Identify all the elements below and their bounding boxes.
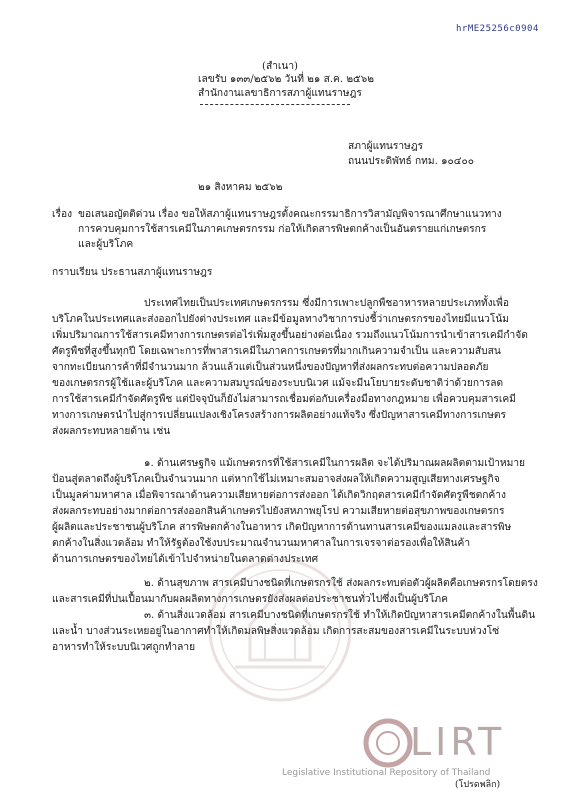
document-date: ๒๑ สิงหาคม ๒๕๖๒: [198, 182, 283, 193]
office-name: สำนักงานเลขาธิการสภาผู้แทนราษฎร: [198, 88, 362, 99]
body-line: เพิ่มปริมาณการใช้สารเคมีทางการเกษตรต่อไร่เพิ่มสูงขึ้นอย่างต่อเนื่อง รวมถึงแนวโน้มการนำเข้าสารเคมีกำจัด: [52, 330, 528, 341]
item-2-line: ๒. ด้านสุขภาพ สารเคมีบางชนิดที่เกษตรกรใช้ ส่งผลกระทบต่อตัวผู้ผลิตคือเกษตรกรโดยตรง: [144, 578, 538, 589]
item-3-line: ๓. ด้านสิ่งแวดล้อม สารเคมีบางชนิดที่เกษตรกรใช้ ทำให้เกิดปัญหาสารเคมีตกค้างในพื้นดิน: [144, 610, 536, 621]
salutation: กราบเรียน ประธานสภาผู้แทนราษฎร: [52, 267, 213, 278]
item-1-line: เป็นมูลค่ามหาศาล เมื่อพิจารณาด้านความเสียหายต่อการส่งออก ได้เกิดวิกฤตสารเคมีกำจัดศัตรูพืชตกค้าง: [52, 490, 506, 501]
subject-line: การควบคุมการใช้สารเคมีในภาคเกษตรกรรม ก่อให้เกิดสารพิษตกค้างเป็นอันตรายแก่เกษตรกร: [78, 224, 487, 235]
body-line: บริโภคในประเทศและส่งออกไปยังต่างประเทศ และมีข้อมูลทางวิชาการบ่งชี้ว่าเกษตรกรของไทยมีแนวโน้ม: [52, 314, 510, 325]
item-1-line: ผู้ผลิตและประชาชนผู้บริโภค สารพิษตกค้างในอาหาร เกิดปัญหาการต้านทานสารเคมีของแมลงและสารพิษ: [52, 522, 512, 533]
item-1-line: ตกค้างในสิ่งแวดล้อม ทำให้รัฐต้องใช้งบประมาณจำนวนมหาศาลในการเจรจาต่อรองเพื่อให้สินค้า: [52, 538, 471, 549]
handwritten-stamp-code: hrME25256c0904: [456, 24, 539, 34]
parliament-emblem-watermark: [205, 555, 355, 705]
item-3-line: อาหารทำให้ระบบนิเวศถูกทำลาย: [52, 642, 196, 653]
body-line: ส่งผลกระทบหลายด้าน เช่น: [52, 426, 171, 437]
address-line-2: ถนนประดิพัทธ์ กทม. ๑๐๔๐๐: [348, 156, 474, 167]
subject-label: เรื่อง: [52, 209, 73, 220]
body-line: ศัตรูพืชที่สูงขึ้นทุกปี โดยเฉพาะการที่พาสารเคมีในภาคการเกษตรที่มากเกินความจำเป็น และความสับสน: [52, 346, 501, 357]
item-1-line: ป้อนสู่ตลาดถึงผู้บริโภคเป็นจำนวนมาก แต่หากใช้ไม่เหมาะสมอาจส่งผลให้เกิดความสูญเสียทางเศรษฐกิจ: [52, 474, 500, 485]
body-line: การใช้สารเคมีกำจัดศัตรูพืช แต่ปัจจุบันก็ยังไม่สามารถเชื่อมต่อกับเครื่องมือทางกฎหมาย เพื่อควบคุมสารเคมี: [52, 394, 516, 405]
lirt-brand-text: LIRT: [410, 720, 506, 764]
item-1-line: ส่งผลกระทบอย่างมากต่อการส่งออกสินค้าเกษตรไปยังสหภาพยุโรป ความเสียหายต่อสุขภาพของเกษตรกร: [52, 506, 505, 517]
item-3-line: และน้ำ บางส่วนระเหยอยู่ในอากาศทำให้เกิดมลพิษสิ่งแวดล้อม เกิดการสะสมของสารเคมีในระบบห่วงโซ่: [52, 626, 500, 637]
repository-caption: Legislative Institutional Repository of Thailand: [282, 768, 491, 778]
continued-note: (โปรดพลิก): [455, 780, 501, 790]
body-line: ทางการเกษตรนำไปสู่การเปลี่ยนแปลงเชิงโครงสร้างการผลิตอย่างแท้จริง ซึ่งปัญหาสารเคมีทางการเกษตร: [52, 410, 506, 421]
item-2-line: และสารเคมีที่ปนเปื้อนมากับผลผลิตทางการเกษตรยังส่งผลต่อประชาชนทั่วไปซึ่งเป็นผู้บริโภค: [52, 594, 448, 605]
subject-line: และผู้บริโภค: [78, 239, 134, 250]
receipt-number: เลขรับ ๑๓๓/๒๕๖๒ วันที่ ๒๑ ส.ค. ๒๕๖๒: [198, 74, 374, 85]
body-line: จากทะเบียนการค้าที่มีจำนวนมาก ล้วนแล้วแต่เป็นส่วนหนึ่งของปัญหาที่ส่งผลกระทบต่อความปลอดภัย: [52, 362, 489, 373]
item-1-line: ด้านการเกษตรของไทยได้เข้าไปจำหน่ายในตลาดต่างประเทศ: [52, 554, 319, 565]
body-line: ประเทศไทยเป็นประเทศเกษตรกรรม ซึ่งมีการเพาะปลูกพืชอาหารหลายประเภททั้งเพื่อ: [144, 298, 509, 309]
address-line-1: สภาผู้แทนราษฎร: [348, 141, 424, 152]
subject-line: ขอเสนอญัตติด่วน เรื่อง ขอให้สภาผู้แทนราษฎรตั้งคณะกรรมาธิการวิสามัญพิจารณาศึกษาแนวทาง: [78, 209, 502, 220]
item-1-line: ๑. ด้านเศรษฐกิจ แม้เกษตรกรที่ใช้สารเคมีในการผลิต จะได้ปริมาณผลผลิตตามเป้าหมาย: [144, 458, 526, 469]
divider-line: [200, 104, 350, 105]
body-line: ของเกษตรกรผู้ใช้และผู้บริโภค และความสมบูรณ์ของระบบนิเวศ แม้จะมีนโยบายระดับชาติว่าด้วยการลด: [52, 378, 504, 389]
copy-label: (สำเนา): [261, 61, 299, 72]
